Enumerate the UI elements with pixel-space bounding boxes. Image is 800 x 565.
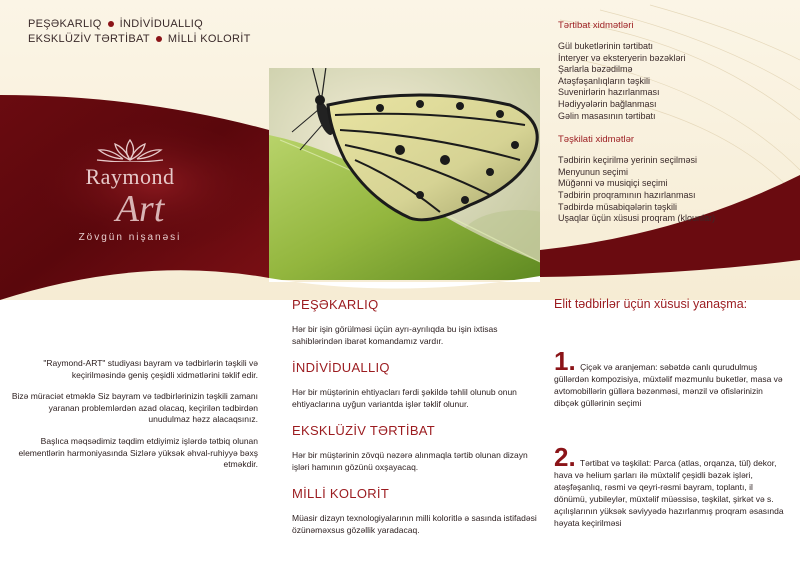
- tagline-professionalism: PEŞƏKARLIQ: [28, 18, 102, 30]
- list-item: Şarlarla bəzədilmə: [558, 64, 633, 75]
- lotus-ornament-icon: [93, 138, 167, 162]
- intro-paragraph-2: Bizə müraciət etməklə Siz bayram və tədbirlərinizin təşkili zamanı yaranan problemlərdən azad olacaq, keçirilən tədbirdən unudulmaz həzz alacaqsınız.: [11, 391, 258, 425]
- elite-events-column: [554, 297, 786, 565]
- item-number: 1.: [554, 346, 576, 376]
- list-item: Suvenirlərin hazırlanması: [558, 87, 660, 98]
- tagline-exclusive-design: EKSKLÜZİV TƏRTİBAT: [28, 33, 150, 45]
- org-services-list: [558, 155, 798, 225]
- section-text-national-color: Müasir dizayn texnologiyalarının milli koloritlə ə sasında istifadəsi özünəməxsus gözəllik yaradacaq.: [292, 513, 537, 535]
- header-tagline: [28, 17, 251, 47]
- section-title-exclusive-design: EKSKLÜZİV TƏRTİBAT: [292, 423, 436, 438]
- list-item: Tədbirdə müsabiqələrin təşkili: [558, 201, 678, 212]
- brand-art: Art: [115, 188, 165, 230]
- list-item: Tədbirin keçirilmə yerinin seçilməsi: [558, 155, 698, 166]
- item-text: Tərtibat və təşkilat: Parca (atlas, orqanza, tül) dekor, hava və helium şarları ilə müxtəlif çeşidli bəzək işləri, atəşfəşanlıq, rəsmi və qeyri-rəsmi bayram, toplantı, il dönümü, yubileylər, müxtəlif müəssisə, təşkilat, şirkət və s. açılışlarının yüksək səviyyədə hazırlanmış proqram əsasında həyata keçirilməsi: [554, 458, 784, 528]
- tagline-individuality: İNDİVİDUALLIQ: [119, 18, 204, 30]
- tagline-row-2: [28, 32, 251, 47]
- intro-paragraph-3: Başlıca məqsədimiz təqdim etdiyimiz işlərdə tətbiq olunan elementlərin harmoniyasında Sizlərə yüksək əhval-ruhiyyə bəxş etməkdir.: [18, 435, 258, 470]
- section-title-national-color: MİLLİ KOLORİT: [292, 486, 390, 501]
- list-item: Gül buketlərinin tərtibatı: [558, 41, 654, 51]
- list-item: İnteryer və eksteryerin bəzəkləri: [558, 52, 686, 63]
- elite-item-1: [554, 346, 786, 409]
- elite-events-title: Elit tədbirlər üçün xüsusi yanaşma:: [554, 297, 748, 311]
- tagline-national-color: MİLLİ KOLORİT: [167, 33, 251, 45]
- section-text-individuality: Hər bir müştərinin ehtiyacları fərdi şəkildə təhlil olunub onun ehtiyaclarına uyğun variantda işlər təklif olunur.: [292, 387, 517, 409]
- list-item: Tədbirin proqramının hazırlanması: [558, 189, 696, 200]
- list-item: Menyunun seçimi: [558, 166, 629, 177]
- org-services-title: Təşkilati xidmətlər: [558, 134, 635, 146]
- elite-item-2: [554, 442, 786, 529]
- section-title-individuality: İNDİVİDUALLIQ: [292, 360, 390, 375]
- brand-name: Raymond: [85, 164, 175, 189]
- item-text: Çiçək və aranjeman: səbətdə canlı qurudulmuş güllərdən kompozisiya, müxtəlif məzmunlu buketlər, masa və avtomobillərin gülləra bəzənməsi, mənzil və ofislərinizin dibçək güllərinin seçimi: [554, 362, 783, 408]
- bullet-dot: [108, 21, 114, 27]
- decor-services-list: [558, 41, 798, 122]
- section-text-exclusive-design: Hər bir müştərinin zövqü nəzərə alınmaqla tərtib olunan dizayn işləri hamının gözünü oxşayacaq.: [292, 450, 528, 472]
- list-item: Hədiyyələrin bağlanması: [558, 98, 657, 109]
- decor-services-title: Tərtibat xidmətləri: [558, 20, 634, 31]
- item-number: 2.: [554, 442, 576, 472]
- list-item: Atəşfəşanlıqların təşkili: [558, 75, 651, 86]
- list-item: Müğənni və musiqiçi seçimi: [558, 178, 668, 189]
- values-column: [292, 297, 540, 549]
- tagline-row-1: [28, 17, 251, 32]
- section-title-professionalism: PEŞƏKARLIQ: [292, 297, 379, 312]
- intro-paragraph-1: "Raymond-ART" studiyası bayram və tədbirlərin təşkili və keçirilməsində geniş çeşidli xidmətlərini təklif edir.: [43, 358, 258, 380]
- services-panel: [558, 20, 798, 237]
- intro-text: [6, 358, 258, 481]
- list-item: Uşaqlar üçün xüsusi proqram (klounlar): [558, 213, 716, 224]
- bullet-dot: [156, 36, 162, 42]
- section-text-professionalism: Hər bir işin görülməsi üçün ayrı-ayrılıqda bu işin ixtisas sahiblərindən ibarət komandamız vardır.: [292, 324, 498, 346]
- brand-slogan: Zövgün nişanəsi: [78, 232, 182, 243]
- brand-logo: [70, 138, 190, 243]
- list-item: Gəlin masasının tərtibatı: [558, 110, 656, 121]
- butterfly-photo: [250, 50, 580, 280]
